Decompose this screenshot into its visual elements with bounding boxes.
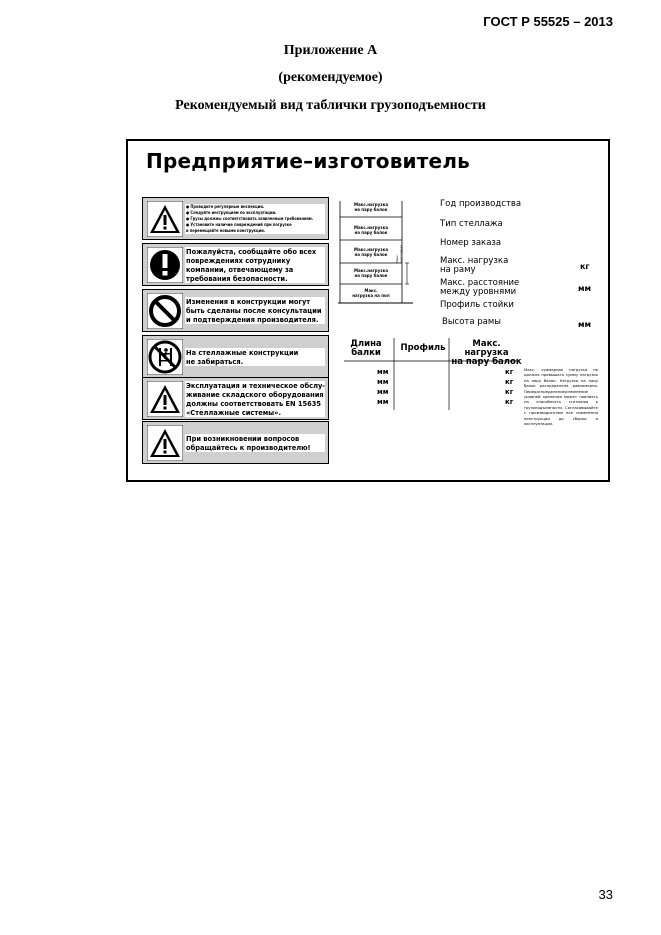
warning-panel-5 bbox=[142, 377, 329, 420]
field-max-level-distance: Макс. расстояние между уровнями bbox=[440, 278, 520, 297]
field-year: Год производства bbox=[440, 199, 522, 209]
table-row-1-load: кг bbox=[505, 368, 514, 376]
warning-panel-1 bbox=[142, 197, 329, 240]
warning-text-1: ● Проводите регулярные инспекции. ● Следуйте инструкциям по эксплуатации. ● Грузы должны соответствовать заявленным требованиям. ● Установите наличие повреждений при погрузке и перемещайте новыми конструкции. bbox=[185, 200, 325, 237]
appendix-title: Рекомендуемый вид таблички грузоподъемности bbox=[175, 98, 486, 113]
table-row-4-length: мм bbox=[377, 398, 389, 406]
table-header-profile: Профиль bbox=[400, 343, 446, 353]
warning-panel-3 bbox=[142, 289, 329, 332]
rack-label-3: Макс.нагрузка на пару балок bbox=[353, 247, 389, 257]
field-max-level-distance-unit: мм bbox=[578, 284, 592, 293]
rack-label-4: Макс.нагрузка на пару балок bbox=[353, 268, 389, 278]
table-row-1-length: мм bbox=[377, 368, 389, 376]
warning-triangle-icon bbox=[147, 381, 183, 417]
table-row-2-load: кг bbox=[505, 378, 514, 386]
field-order-number: Номер заказа bbox=[440, 238, 502, 248]
field-rack-type: Тип стеллажа bbox=[440, 219, 503, 229]
warning-panel-2 bbox=[142, 243, 329, 286]
rack-side-label: Макс. расстояние bbox=[395, 244, 403, 263]
warning-panel-6 bbox=[142, 421, 329, 464]
rack-label-5: Макс. нагрузка на пол bbox=[352, 288, 390, 298]
warning-text-2: Пожалуйста, сообщайте обо всех повреждениях сотруднику компании, отвечающему за требования безопасности. bbox=[185, 246, 325, 283]
table-row-3-length: мм bbox=[377, 388, 389, 396]
table-row-4-load: кг bbox=[505, 398, 514, 406]
table-header-beam-length: Длина балки bbox=[350, 339, 382, 358]
warning-triangle-icon bbox=[147, 425, 183, 461]
standard-number: ГОСТ Р 55525 – 2013 bbox=[483, 14, 613, 29]
warning-text-3: Изменения в конструкции могут быть сделаны после консультации и подтверждения производителя. bbox=[185, 292, 325, 329]
manufacturer-title: Предприятие–изготовитель bbox=[146, 149, 471, 173]
appendix-label: Приложение А bbox=[283, 43, 378, 58]
warning-text-6: При возникновении вопросов обращайтесь к производителю! bbox=[185, 424, 325, 461]
field-max-frame-load: Макс. нагрузка на раму bbox=[440, 256, 509, 275]
warning-triangle-icon bbox=[147, 201, 183, 237]
rack-label-1: Макс.нагрузка на пару балок bbox=[353, 202, 389, 212]
load-capacity-plate bbox=[126, 139, 610, 482]
no-climbing-icon bbox=[147, 339, 183, 375]
load-note: Макс. суммарная нагрузка не должна превышать сумму нагрузок на пару балок. Нагрузка на пару балок распределена равномерно. Перераспределение/изменение уровней хранения может повлиять на способность стеллажа к грузоподъемности. Согласовывайте с производителем все изменения конструкции до сборки и эксплуатации. bbox=[524, 367, 598, 427]
table-row-2-length: мм bbox=[377, 378, 389, 386]
prohibition-icon bbox=[147, 293, 183, 329]
field-max-frame-load-unit: кг bbox=[580, 262, 590, 271]
warning-panel-4 bbox=[142, 335, 329, 378]
field-frame-height-unit: мм bbox=[578, 320, 592, 329]
warning-text-5: Эксплуатация и техническое обслу- живание складского оборудования должны соответствовать EN 15635 «Стеллажные системы». bbox=[186, 380, 326, 417]
exclamation-circle-icon bbox=[147, 247, 183, 283]
warning-text-4: На стеллажные конструкции не забираться. bbox=[185, 338, 325, 375]
rack-label-2: Макс.нагрузка на пару балок bbox=[353, 225, 389, 235]
field-upright-profile: Профиль стойки bbox=[440, 300, 514, 310]
table-row-3-load: кг bbox=[505, 388, 514, 396]
appendix-status: (рекомендуемое) bbox=[278, 70, 383, 85]
page-number: 33 bbox=[598, 887, 613, 902]
field-frame-height: Высота рамы bbox=[442, 317, 502, 327]
table-header-max-load: Макс. нагрузка на пару балок bbox=[451, 339, 522, 367]
